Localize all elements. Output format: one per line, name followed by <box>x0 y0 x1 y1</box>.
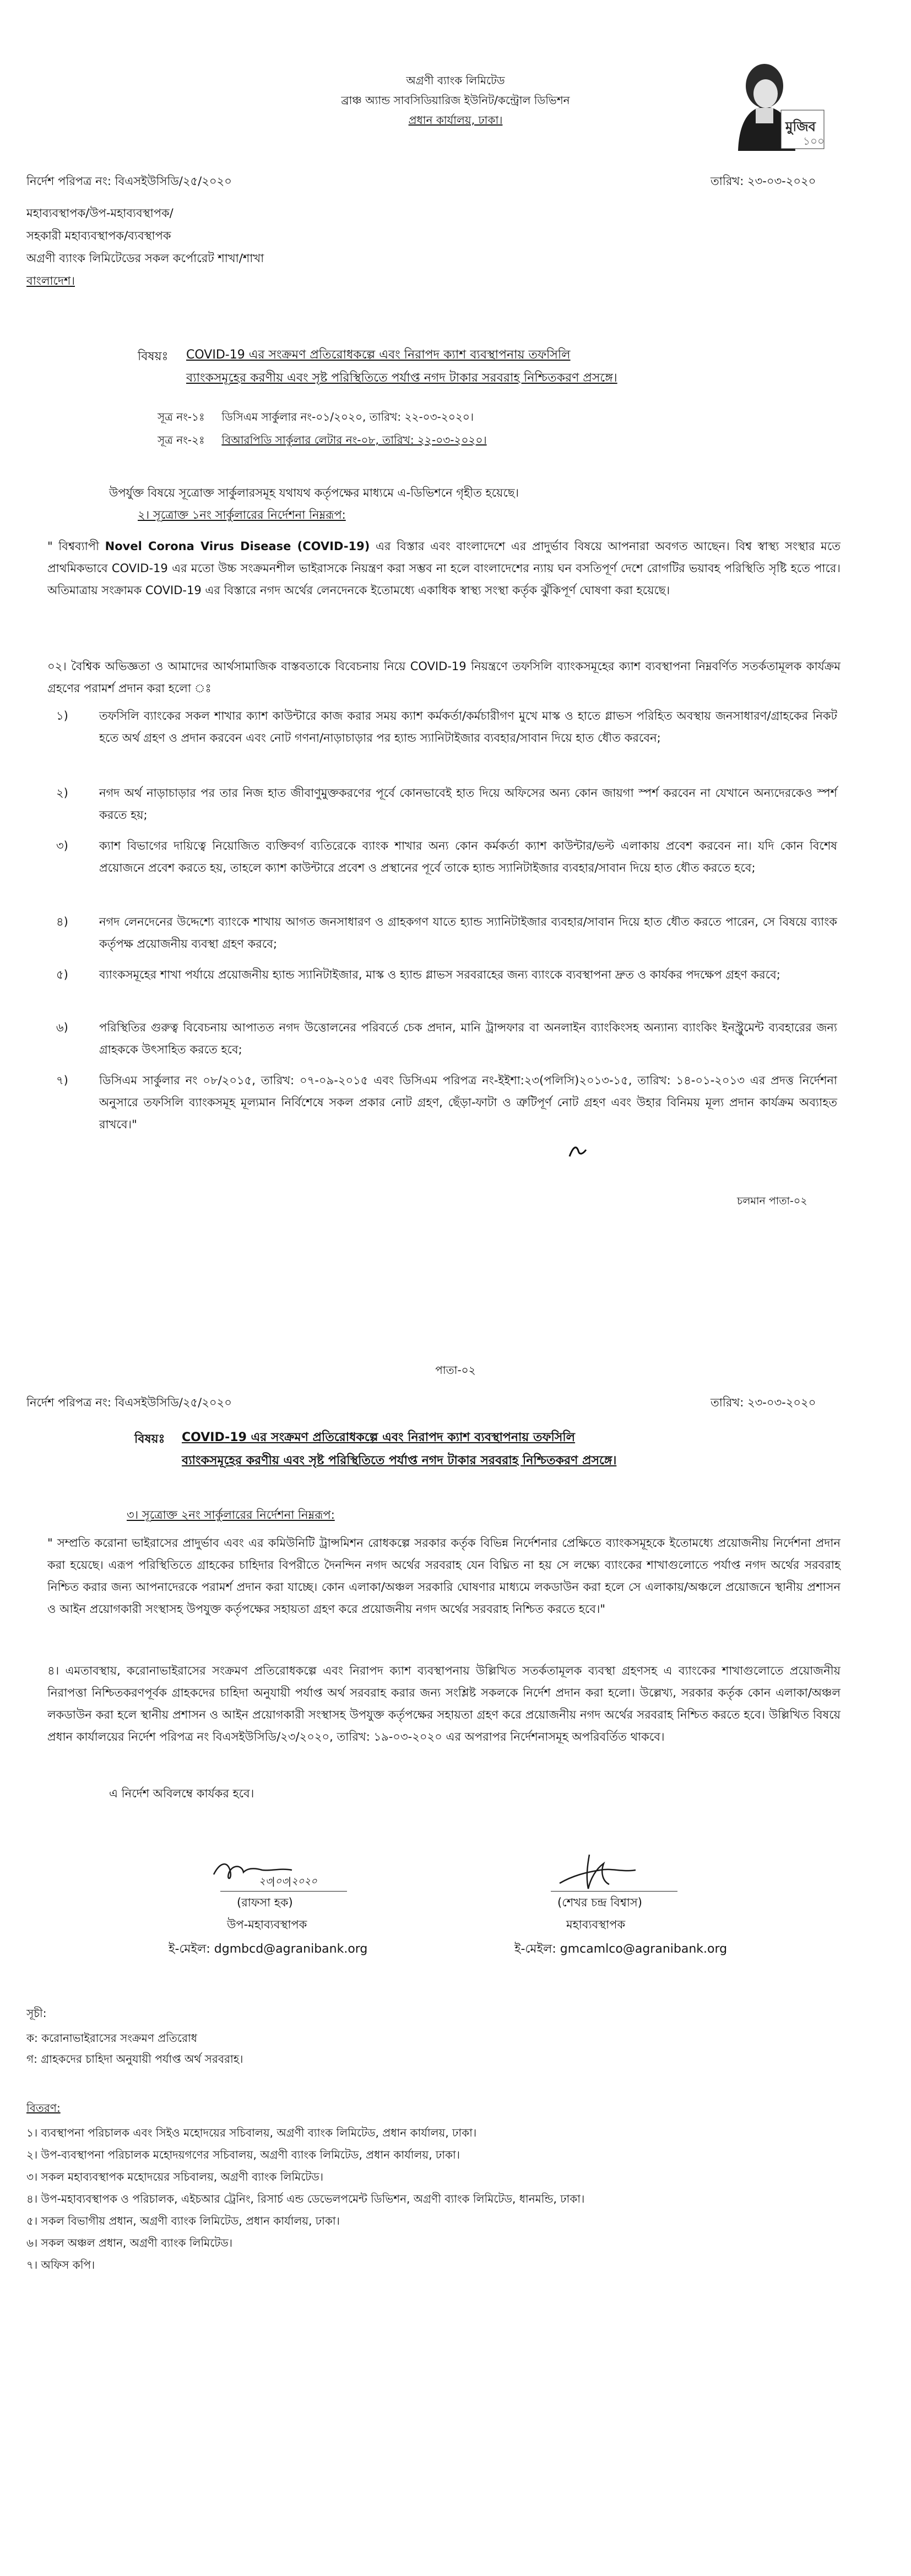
email-label: ই-মেইল: <box>514 1942 556 1956</box>
list-item-number: ৭) <box>56 1074 68 1087</box>
distribution-item: ৫। সকল বিভাগীয় প্রধান, অগ্রণী ব্যাংক লিমিটেড, প্রধান কার্যালয়, ঢাকা। <box>26 2214 340 2227</box>
signature-2-line <box>551 1891 677 1892</box>
signature-2 <box>556 1850 639 1896</box>
page-1 <box>0 0 911 1283</box>
office-name: প্রধান কার্যালয়, ঢাকা। <box>408 113 503 127</box>
list-item <box>44 782 837 828</box>
page-2 <box>0 1283 911 2576</box>
memo-date-label: তারিখ: <box>711 1396 744 1409</box>
email-label: ই-মেইল: <box>169 1942 210 1956</box>
index-label: সূচী: <box>26 2007 47 2020</box>
list-item-number: ২) <box>56 786 68 800</box>
memo-date-page2 <box>711 1393 816 1412</box>
list-item <box>44 1017 837 1063</box>
continued-label: চলমান পাতা-০২ <box>737 1195 807 1207</box>
memo-ref-label: নির্দেশ পরিপত্র নং: <box>26 175 111 188</box>
addressee-line-2: সহকারী মহাব্যবস্থাপক/ব্যবস্থাপক <box>26 229 171 242</box>
mujib-100-logo <box>726 53 831 151</box>
signatory-1-title: উপ-মহাব্যবস্থাপক <box>227 1918 307 1931</box>
signatory-1-name: (রাফসা হক) <box>237 1896 293 1909</box>
signatory-1-email[interactable]: dgmbcd@agranibank.org <box>214 1942 368 1956</box>
point-2-heading: ২। সূত্রোক্ত ১নং সার্কুলারের নির্দেশনা নিম্নরূপ: <box>138 508 346 521</box>
signature-1-line <box>220 1891 347 1892</box>
list-item-number: ৫) <box>56 968 68 981</box>
list-item-number: ৪) <box>56 915 68 928</box>
index-item-1: ক: করোনাভাইরাসের সংক্রমণ প্রতিরোধ <box>26 2031 197 2045</box>
quote-1 <box>47 535 840 601</box>
distribution-item: ৩। সকল মহাব্যবস্থাপক মহোদয়ের সচিবালয়, অগ্রণী ব্যাংক লিমিটেড। <box>26 2170 324 2183</box>
quote-1-lead: " বিশ্বব্যাপী <box>47 540 105 553</box>
list-item-text: তফসিলি ব্যাংকের সকল শাখার ক্যাশ কাউন্টারে কাজ করার সময় ক্যাশ কর্মকর্তা/কর্মচারীগণ মুখে মাস্ক ও হাতে গ্লাভস পরিহিত অবস্থায় জনসাধারণ/গ্রাহকের নিকট হতে অর্থ গ্রহণ ও প্রদান করবেন এবং নোট গণনা/নাড়াচাড়ার পর হ্যান্ড স্যানিটাইজার ব্যবহার/সাবান দিয়ে হাত ধৌত করবেন; <box>99 709 837 744</box>
memo-ref-number: বিএসইউসিডি/২৫/২০২০ <box>115 1396 232 1409</box>
signatory-2-title: মহাব্যবস্থাপক <box>566 1918 626 1931</box>
reference-1-no: সূত্র নং-১ঃ <box>158 410 205 423</box>
list-item-text: নগদ লেনদেনের উদ্দেশ্যে ব্যাংকে শাখায় আগত জনসাধারণ ও গ্রাহকগণ যাতে হ্যান্ড স্যানিটাইজার ব্যবহার/সাবান দিয়ে হাত ধৌত করতে পারেন, সে বিষয়ে ব্যাংক কর্তৃপক্ষ প্রয়োজনীয় ব্যবস্থা গ্রহণ করবে; <box>99 915 837 950</box>
list-item <box>44 964 837 1010</box>
list-item-text: ডিসিএম সার্কুলার নং ০৮/২০১৫, তারিখ: ০৭-০৯-২০১৫ এবং ডিসিএম পরিপত্র নং-ইইশা:২৩(পলিসি)২০১৩-১৫, তারিখ: ১৪-০১-২০১৩ এর প্রদত্ত নির্দেশনা অনুসারে তফসিলি ব্যাংকসমূহ মূল্যমান নির্বিশেষে সকল প্রকার নোট গ্রহণ, ছেঁড়া-ফাটা ও ত্রুটিপূর্ণ নোট গ্রহণ এবং উহার বিনিময় মূল্য প্রদান কার্যক্রম অব্যাহত রাখবে।" <box>99 1074 837 1131</box>
effective-statement: এ নির্দেশ অবিলম্বে কার্যকর হবে। <box>109 1787 254 1800</box>
signatory-2-email[interactable]: gmcamlco@agranibank.org <box>560 1942 728 1956</box>
memo-ref-page2 <box>26 1393 232 1412</box>
intro-text: উপর্যুক্ত বিষয়ে সূত্রোক্ত সার্কুলারসমূহ যথাযথ কর্তৃপক্ষের মাধ্যমে এ-ডিভিশনে গৃহীত হয়েছে। <box>109 486 519 499</box>
memo-ref <box>26 172 232 191</box>
point-3-heading: ৩। সূত্রোক্ত ২নং সার্কুলারের নির্দেশনা নিম্নরূপ: <box>127 1508 335 1521</box>
page-number-label: পাতা-০২ <box>435 1363 476 1377</box>
distribution-label: বিতরণ: <box>26 2101 61 2115</box>
index-item-2: গ: গ্রাহকদের চাহিদা অনুযায়ী পর্যাপ্ত অর্থ সরবরাহ। <box>26 2052 243 2066</box>
logo-caption: মুজিব <box>785 119 816 134</box>
reference-2 <box>158 431 487 449</box>
distribution-item: ৬। সকল অঞ্চল প্রধান, অগ্রণী ব্যাংক লিমিটেড। <box>26 2236 233 2249</box>
distribution-item: ৪। উপ-মহাব্যবস্থাপক ও পরিচালক, এইচআর ট্রেনিং, রিসার্চ এন্ড ডেভেলপমেন্ট ডিভিশন, অগ্রণী ব্যাংক লিমিটেড, ধানমন্ডি, ঢাকা। <box>26 2192 585 2205</box>
subject-label-page2: বিষয়ঃ <box>134 1432 165 1446</box>
reference-1-text: ডিসিএম সার্কুলার নং-০১/২০২০, তারিখ: ২২-০৩-২০২০। <box>221 410 474 423</box>
addressee-line-1: মহাব্যবস্থাপক/উপ-মহাব্যবস্থাপক/ <box>26 206 173 220</box>
memo-date <box>711 172 816 191</box>
memo-date-label: তারিখ: <box>711 175 744 188</box>
division-name: ব্রাঞ্চ অ্যান্ড সাবসিডিয়ারিজ ইউনিট/কন্ট্রোল ডিভিশন <box>341 94 570 107</box>
list-item-text: ক্যাশ বিভাগের দায়িত্বে নিয়োজিত ব্যক্তিবর্গ ব্যতিরেকে ব্যাংক শাখার অন্য কোন কর্মকর্তা ক্যাশ কাউন্টার/ভল্ট এলাকায় প্রবেশ করবেন না। যদি কোন বিশেষ প্রয়োজনে প্রবেশ করতে হয়, তাহলে ক্যাশ কাউন্টারে প্রবেশ ও প্রস্থানের পূর্বে তাকে হ্যান্ড স্যানিটাইজার ব্যবহার/সাবান দিয়ে হাত ধৌত করতে হবে; <box>99 839 837 874</box>
signatory-2-name: (শেখর চন্দ্র বিশ্বাস) <box>557 1896 642 1909</box>
signature-1-date: ২৩|০৩|২০২০ <box>259 1876 317 1887</box>
quote-1-bold: Novel Corona Virus Disease (COVID-19) <box>105 540 370 553</box>
list-item <box>44 835 837 904</box>
subject-line-2: ব্যাংকসমূহের করণীয় এবং সৃষ্ট পরিস্থিতিতে পর্যাপ্ত নগদ টাকার সরবরাহ নিশ্চিতকরণ প্রসঙ্গে। <box>186 371 617 385</box>
list-item-text: ব্যাংকসমূহের শাখা পর্যায়ে প্রয়োজনীয় হ্যান্ড স্যানিটাইজার, মাস্ক ও হ্যান্ড গ্লাভস সরবরাহের জন্য ব্যাংকে ব্যবস্থাপনা দ্রুত ও কার্যকর পদক্ষেপ গ্রহণ করবে; <box>99 968 780 981</box>
distribution-item: ২। উপ-ব্যবস্থাপনা পরিচালক মহোদয়গণের সচিবালয়, অগ্রণী ব্যাংক লিমিটেড, প্রধান কার্যালয়, ঢাকা। <box>26 2148 460 2161</box>
quote-1-rest: এর বিস্তার এবং বাংলাদেশে এর প্রাদুর্ভাব বিষয়ে আপনারা অবগত আছেন। বিশ্ব স্বাস্থ্য সংস্থার মতে প্রাথমিকভাবে COVID-19 এর মতো উচ্চ সংক্রমনশীল ভাইরাসকে নিয়ন্ত্রণ করা সম্ভব না হলে বাংলাদেশের ন্যায় ঘন বসতিপূর্ণ দেশে রোগটির ভয়াবহ পরিস্থিতি সৃষ্টি হতে পারে। অতিমাত্রায় সংক্রামক COVID-19 এর বিস্তারে নগদ অর্থের লেনদেনকে ইতোমধ্যে একাধিক স্বাস্থ্য সংস্থা কর্তৃক ঝুঁকিপূর্ণ ঘোষণা করা হয়েছে। <box>47 540 841 597</box>
memo-ref-label: নির্দেশ পরিপত্র নং: <box>26 1396 111 1409</box>
memo-date-value: ২৩-০৩-২০২০ <box>747 175 816 188</box>
distribution-item: ৭। অফিস কপি। <box>26 2258 95 2271</box>
subject-line-2-page2: ব্যাংকসমূহের করণীয় এবং সৃষ্ট পরিস্থিতিতে পর্যাপ্ত নগদ টাকার সরবরাহ নিশ্চিতকরণ প্রসঙ্গে। <box>182 1454 617 1468</box>
reference-2-text: বিআরপিডি সার্কুলার লেটার নং-০৮, তারিখ: ২২-০৩-২০২০। <box>221 433 487 447</box>
list-item <box>44 1069 837 1139</box>
signatory-1-email-row <box>169 1939 367 1960</box>
paragraph-02: ০২। বৈশ্বিক অভিজ্ঞতা ও আমাদের আর্থসামাজিক বাস্তবতাকে বিবেচনায় নিয়ে COVID-19 নিয়ন্ত্রণে তফসিলি ব্যাংকসমূহের ক্যাশ ব্যবস্থাপনা নিম্নবর্ণিত সতর্কতামূলক কার্যক্রম গ্রহণের পরামর্শ প্রদান করা হলো ঃ <box>47 660 840 695</box>
reference-2-no: সূত্র নং-২ঃ <box>158 433 205 447</box>
quote-2: " সম্প্রতি করোনা ভাইরাসের প্রাদুর্ভাব এবং এর কমিউনিটি ট্রান্সমিশন রোধকল্পে সরকার কর্তৃক বিভিন্ন নির্দেশনার প্রেক্ষিতে ব্যাংকসমূহকে ইতোমধ্যে প্রয়োজনীয় নির্দেশনা প্রদান করা হয়েছে। এরূপ পরিস্থিতিতে গ্রাহকের চাহিদার বিপরীতে দৈনন্দিন নগদ অর্থের সরবরাহ যেন বিঘ্নিত না হয় সে লক্ষ্যে ব্যাংকের শাখাগুলোতে পর্যাপ্ত নগদ অর্থের সরবরাহ নিশ্চিত করার জন্য আপনাদেরকে পরামর্শ প্রদান করা যাচ্ছে। কোন এলাকা/অঞ্চল সরকারি ঘোষণার মাধ্যমে লকডাউন করা হলে সে এলাকায়/অঞ্চলে প্রয়োজনে স্থানীয় প্রশাসন ও আইন প্রয়োগকারী সংস্থাসহ উপযুক্ত কর্তৃপক্ষের সহায়তা গ্রহণ করে প্রয়োজনীয় নগদ অর্থের সরবরাহ নিশ্চিত করতে হবে।" <box>47 1536 840 1616</box>
list-item <box>44 911 837 957</box>
distribution-item: ১। ব্যবস্থাপনা পরিচালক এবং সিইও মহোদয়ের সচিবালয়, অগ্রণী ব্যাংক লিমিটেড, প্রধান কার্যালয়, ঢাকা। <box>26 2126 477 2139</box>
subject-line-1-page2: COVID-19 এর সংক্রমণ প্রতিরোধকল্পে এবং নিরাপদ ক্যাশ ব্যবস্থাপনায় তফসিলি <box>182 1431 576 1444</box>
reference-1 <box>158 407 474 426</box>
subject-line-1: COVID-19 এর সংক্রমণ প্রতিরোধকল্পে এবং নিরাপদ ক্যাশ ব্যবস্থাপনায় তফসিলি <box>186 348 571 362</box>
addressee-line-4: বাংলাদেশ। <box>26 274 75 287</box>
list-item-text: পরিস্থিতির গুরুত্ব বিবেচনায় আপাতত নগদ উত্তোলনের পরিবর্তে চেক প্রদান, মানি ট্রান্সফার বা অনলাইন ব্যাংকিংসহ অন্যান্য ব্যাংকিং ইনস্ট্রুমেন্ট ব্যবহারের জন্য গ্রাহককে উৎসাহিত করতে হবে; <box>99 1021 837 1056</box>
memo-date-value: ২৩-০৩-২০২০ <box>747 1396 816 1409</box>
list-item-number: ১) <box>56 709 68 722</box>
list-item-text: নগদ অর্থ নাড়াচাড়ার পর তার নিজ হাত জীবাণুমুক্তকরণের পূর্বে কোনভাবেই হাত দিয়ে অফিসের অন্য কোন জায়গা স্পর্শ করবেন না যেখানে অন্যদেরকেও স্পর্শ করতে হয়; <box>99 786 837 822</box>
addressee-line-3: অগ্রণী ব্যাংক লিমিটেডের সকল কর্পোরেট শাখা/শাখা <box>26 252 264 265</box>
paragraph-4: ৪। এমতাবস্থায়, করোনাভাইরাসের সংক্রমণ প্রতিরোধকল্পে এবং নিরাপদ ক্যাশ ব্যবস্থাপনায় উল্লিখিত সতর্কতামূলক ব্যবস্থা গ্রহণসহ এ ব্যাংকের শাখাগুলোতে প্রয়োজনীয় নিরাপত্তা নিশ্চিতকরণপূর্বক গ্রাহকদের চাহিদা অনুযায়ী পর্যাপ্ত অর্থ সরবরাহ করার জন্য সংশ্লিষ্ট সকলকে নির্দেশ প্রদান করা হলো। উল্লেখ্য, সরকার কর্তৃক কোন এলাকা/অঞ্চল লকডাউন করা হলে স্থানীয় প্রশাসন ও আইন প্রয়োগকারী সংস্থাসহ উপযুক্ত কর্তৃপক্ষের সহায়তা গ্রহণ করে প্রয়োজনীয় নগদ অর্থের সরবরাহ নিশ্চিত করতে হবে। উল্লিখিত বিষয়ে প্রধান কার্যালয়ের নির্দেশ পরিপত্র নং বিএসইউসিডি/২৩/২০২০, তারিখ: ১৯-০৩-২০২০ এর অপরাপর নির্দেশনাসমূহ অপরিবর্তিত থাকবে। <box>47 1664 840 1743</box>
initials-scrawl <box>567 1140 589 1164</box>
logo-year: ১০০ <box>803 134 825 148</box>
list-item-number: ৬) <box>56 1021 68 1034</box>
subject-label: বিষয়ঃ <box>138 350 169 363</box>
bank-name: অগ্রণী ব্যাংক লিমিটেড <box>406 74 505 87</box>
signatory-2-email-row <box>514 1939 727 1960</box>
memo-ref-number: বিএসইউসিডি/২৫/২০২০ <box>115 175 232 188</box>
list-item <box>44 705 837 774</box>
list-item-number: ৩) <box>56 839 68 852</box>
